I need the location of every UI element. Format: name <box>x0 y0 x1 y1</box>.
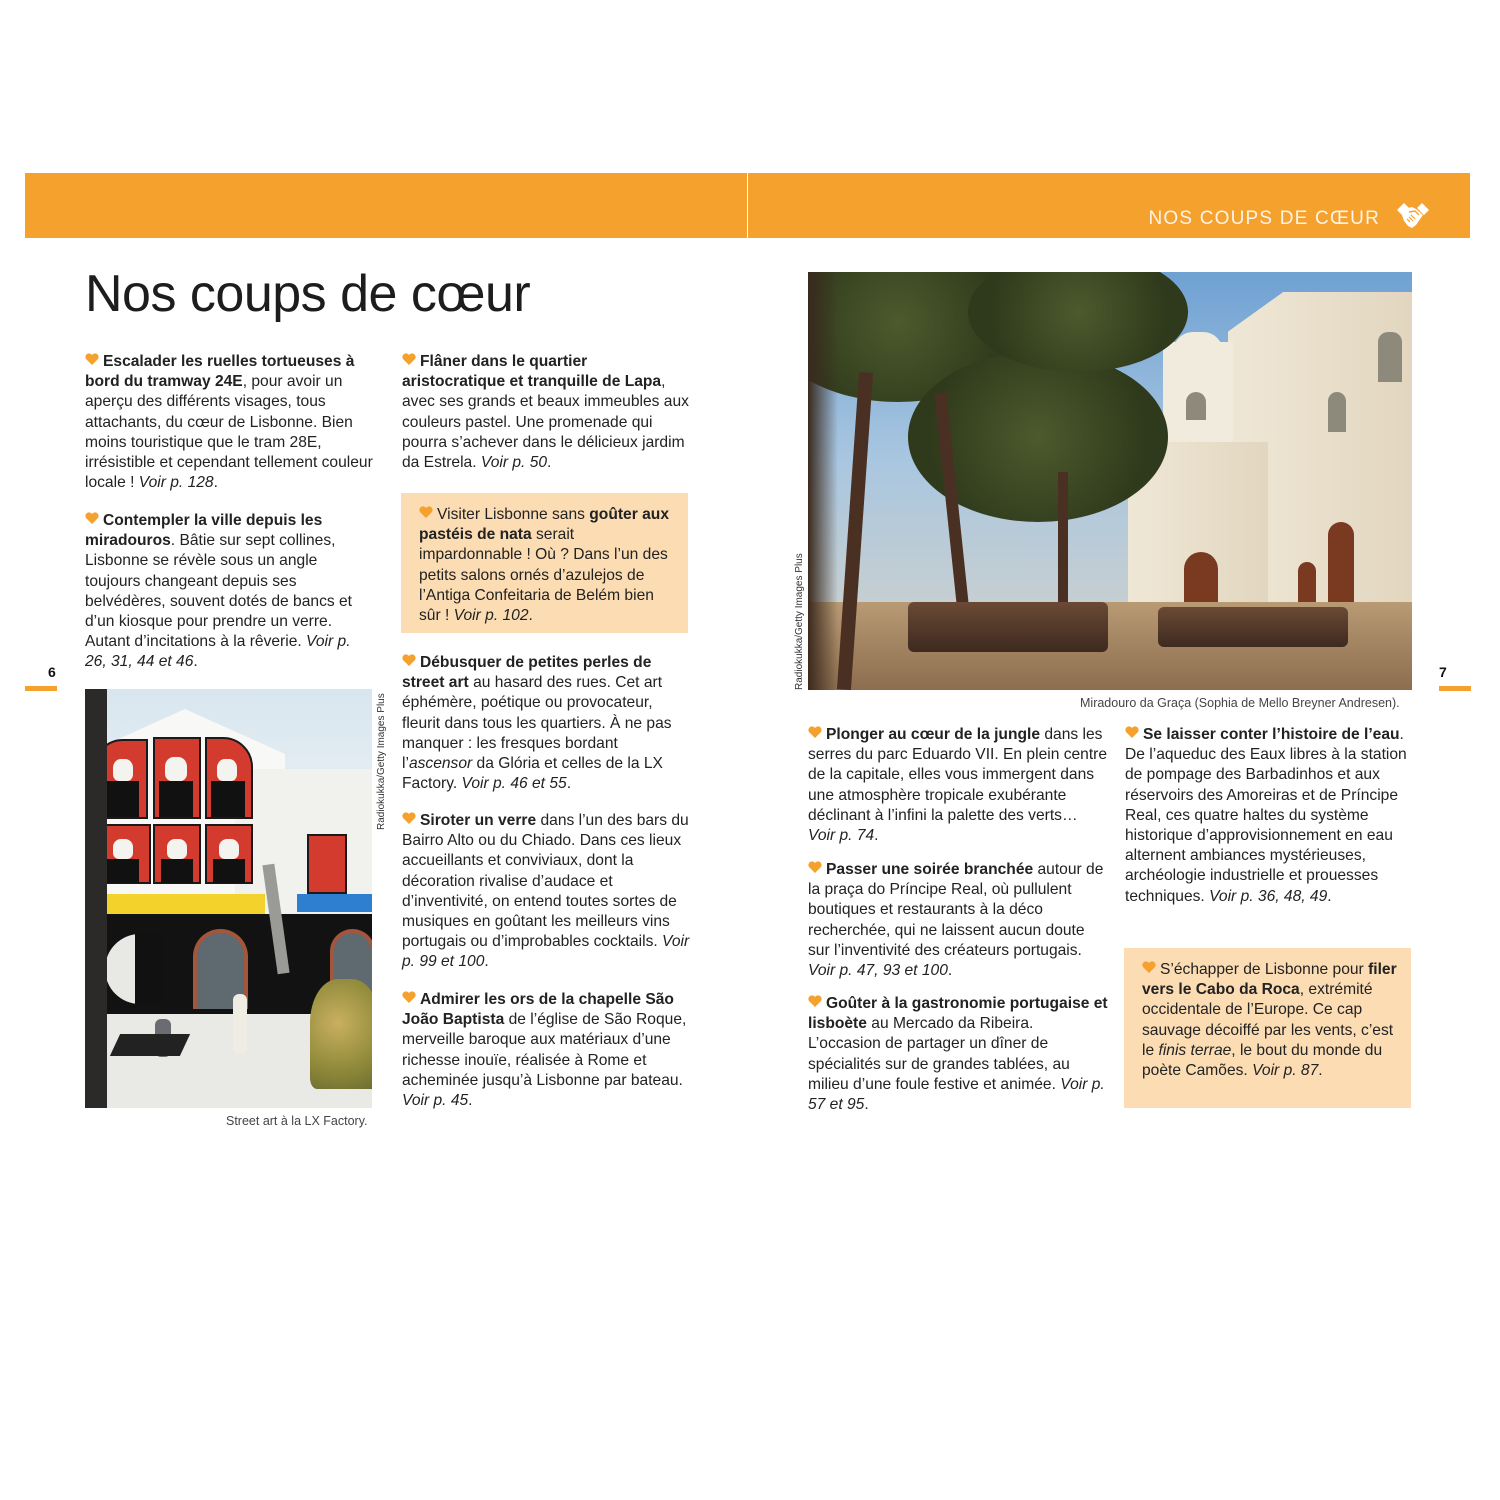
page-reference: Voir p. 57 et 95 <box>808 1075 1105 1114</box>
highlight-box-pasteis <box>401 493 688 633</box>
entry-miradouros: Contempler la ville depuis les miradouros. Bâtie sur sept collines, Lisbonne se révèle sous un angle toujours changeant depuis ses belvédères, souvent dotés de bancs et d’un kiosque pour prendre un verre. Autant d’incitations à la rêverie. Voir p. 26, 31, 44 et 46. <box>85 512 353 671</box>
page-reference: Voir p. 74 <box>808 827 875 845</box>
entry-street-art: Débusquer de petites perles de street art au hasard des rues. Cet art éphémère, poétique ou provocateur, fleurit dans tous les quartiers. À ne pas manquer : les fresques bordant l’ascensor da Glória et celles de la LX Factory. Voir p. 46 et 55. <box>402 654 672 793</box>
heart-icon <box>402 654 416 666</box>
page-reference: Voir p. 45 <box>402 1092 469 1110</box>
page-reference: Voir p. 102 <box>453 607 529 625</box>
page-number-right: 7 <box>1439 664 1447 680</box>
heart-icon <box>419 506 433 518</box>
header-band-right <box>748 173 1470 238</box>
entry-tramway: Escalader les ruelles tortueuses à bord du tramway 24E, pour avoir un aperçu des différents visages, tous attachants, du cœur de Lisbonne. Bien moins touristique que le tram 28E, irrésistible et cependant tellement couleur locale ! Voir p. 128. <box>85 353 373 492</box>
heart-icon <box>85 512 99 524</box>
heart-icon <box>402 812 416 824</box>
entry-cabo-da-roca: S’échapper de Lisbonne pour filer vers le Cabo da Roca, extrémité occidentale de l’Europe. Ce cap sauvage décoiffé par les vents, c’est le finis terrae, le bout du monde du poète Camões. Voir p. 87. <box>1142 961 1397 1080</box>
caption-street-art: Street art à la LX Factory. <box>226 1114 368 1128</box>
heart-icon <box>808 995 822 1007</box>
heart-icon <box>85 353 99 365</box>
photo-credit-street-art: Radiokukka/Getty Images Plus <box>376 693 387 830</box>
heart-icon <box>1142 961 1156 973</box>
page-reference: Voir p. 128 <box>138 474 214 492</box>
page-marker-left <box>25 686 57 691</box>
photo-miradouro-graca <box>808 272 1412 690</box>
entry-jungle: Plonger au cœur de la jungle dans les serres du parc Eduardo VII. En plein centre de la capitale, elles vous immergent dans une atmosphère tropicale exubérante déclinant à l’infini la palette des verts… Voir p. 74. <box>808 726 1108 845</box>
entry-lapa: Flâner dans le quartier aristocratique et tranquille de Lapa, avec ses grands et beaux immeubles aux couleurs pastel. Une promenade qui pourra s’achever dans le délicieux jardim da Estrela. Voir p. 50. <box>402 353 689 472</box>
highlight-box-cabo-da-roca <box>1124 948 1411 1108</box>
page-reference: Voir p. 36, 48, 49 <box>1209 887 1328 905</box>
page-reference: Voir p. 26, 31, 44 et 46 <box>85 633 351 671</box>
entry-sao-roque: Admirer les ors de la chapelle São João Baptista de l’église de São Roque, merveille baroque aux matériaux d’une richesse inouïe, réalisée à Rome et acheminée jusqu’à Lisbonne par bateau. Voir p. 45. <box>402 991 687 1110</box>
page-reference: Voir p. 46 et 55 <box>461 775 567 793</box>
heart-icon <box>402 991 416 1003</box>
page-reference: Voir p. 99 et 100 <box>402 933 690 971</box>
entry-soiree: Passer une soirée branchée autour de la praça do Príncipe Real, où pullulent boutiques et restaurants à la déco recherchée, qui ne laissent aucun doute sur l’inventivité des créateurs portugais. Voir p. 47, 93 et 100. <box>808 861 1104 980</box>
heart-icon <box>808 861 822 873</box>
page-reference: Voir p. 47, 93 et 100 <box>808 962 948 980</box>
heart-icon <box>1125 726 1139 738</box>
photo-street-art <box>85 689 372 1108</box>
entry-pasteis: Visiter Lisbonne sans goûter aux pastéis de nata serait impardonnable ! Où ? Dans l’un des petits salons ornés d’azulejos de l’Antiga Confeitaria de Belém bien sûr ! Voir p. 102. <box>419 506 669 625</box>
entry-eau: Se laisser conter l’histoire de l’eau. De l’aqueduc des Eaux libres à la station de pompage des Barbadinhos et aux réservoirs des Amoreiras et de Príncipe Real, ces quatre haltes du système historique d’approvisionnement en eau alternent ambiances mystérieuses, archéologie industrielle et prouesses techniques. Voir p. 36, 48, 49. <box>1125 726 1407 905</box>
section-title: NOS COUPS DE CŒUR <box>1148 208 1380 229</box>
photo-credit-miradouro: Radiokukka/Getty Images Plus <box>794 553 805 690</box>
page-reference: Voir p. 87 <box>1252 1062 1319 1080</box>
header-band-left <box>25 173 747 238</box>
caption-miradouro: Miradouro da Graça (Sophia de Mello Breyner Andresen). <box>1080 696 1400 710</box>
heart-icon <box>808 726 822 738</box>
entry-gastronomie: Goûter à la gastronomie portugaise et lisboète au Mercado da Ribeira. L’occasion de partager un dîner de spécialités sur de grandes tablées, au milieu d’une foule festive et animée. Voir p. 57 et 95. <box>808 995 1108 1114</box>
heart-icon <box>402 353 416 365</box>
entry-bars: Siroter un verre dans l’un des bars du Bairro Alto ou du Chiado. Dans ces lieux accueillants et conviviaux, dont la décoration rivalise d’audace et d’inventivité, on entend toutes sortes de musiques en goûtant les meilleurs vins portugais ou d’improbables cocktails. Voir p. 99 et 100. <box>402 812 690 971</box>
page-reference: Voir p. 50 <box>480 454 548 472</box>
page-marker-right <box>1439 686 1471 691</box>
page-number-left: 6 <box>48 664 56 680</box>
handshake-icon <box>1396 201 1430 231</box>
page-title: Nos coups de cœur <box>85 265 531 323</box>
